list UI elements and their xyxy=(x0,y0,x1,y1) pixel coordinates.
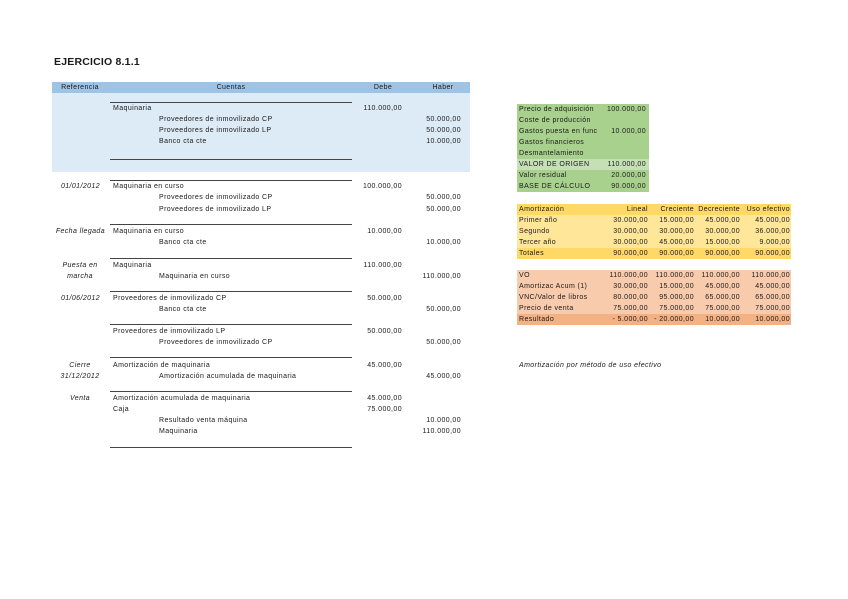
values-value: 80.000,00 xyxy=(613,294,648,301)
values-value: 95.000,00 xyxy=(659,294,694,301)
values-label: Amortizac Acum (1) xyxy=(519,283,588,290)
values-value: 75.000,00 xyxy=(613,305,648,312)
amort-label: Tercer año xyxy=(519,239,557,246)
entry-separator xyxy=(110,291,352,292)
journal-account: Maquinaria en curso xyxy=(113,183,185,190)
values-label: VNC/Valor de libros xyxy=(519,294,588,301)
journal-debit: 50.000,00 xyxy=(367,328,402,335)
entry-separator xyxy=(110,447,352,448)
values-value: 75.000,00 xyxy=(755,305,790,312)
header-referencia: Referencia xyxy=(61,84,99,91)
entry-separator xyxy=(110,391,352,392)
journal-debit: 110.000,00 xyxy=(363,105,402,112)
journal-ref: 01/01/2012 xyxy=(60,183,100,190)
amort-value: 30.000,00 xyxy=(613,228,648,235)
journal-credit: 50.000,00 xyxy=(426,127,461,134)
journal-debit: 45.000,00 xyxy=(367,362,402,369)
cost-label: Coste de producción xyxy=(519,117,591,124)
amort-value: 30.000,00 xyxy=(659,228,694,235)
method-note: Amortización por método de uso efectivo xyxy=(519,362,662,369)
cost-value: 110.000,00 xyxy=(607,161,646,168)
values-value: 10.000,00 xyxy=(755,316,790,323)
journal-credit: 10.000,00 xyxy=(426,239,461,246)
journal-account: Maquinaria en curso xyxy=(159,273,231,280)
journal-account: Banco cta cte xyxy=(159,239,207,246)
journal-ref: 31/12/2012 xyxy=(60,373,100,380)
journal-account: Caja xyxy=(113,406,129,413)
journal-account: Proveedores de inmovilizado CP xyxy=(159,339,273,346)
journal-ref: Puesta en xyxy=(62,262,98,269)
journal-ref: Venta xyxy=(69,395,91,402)
amort-value: 30.000,00 xyxy=(705,228,740,235)
journal-account: Maquinaria en curso xyxy=(113,228,185,235)
amort-value: 90.000,00 xyxy=(613,250,648,257)
journal-credit: 10.000,00 xyxy=(426,417,461,424)
amort-value: 90.000,00 xyxy=(705,250,740,257)
journal-credit: 50.000,00 xyxy=(426,339,461,346)
journal-debit: 75.000,00 xyxy=(367,406,402,413)
entry-separator xyxy=(110,258,352,259)
entry-separator xyxy=(110,180,352,181)
journal-credit: 50.000,00 xyxy=(426,194,461,201)
cost-label: VALOR DE ORIGEN xyxy=(519,161,590,168)
values-value: 65.000,00 xyxy=(755,294,790,301)
amort-value: 90.000,00 xyxy=(755,250,790,257)
entry-separator xyxy=(110,324,352,325)
journal-credit: 50.000,00 xyxy=(426,206,461,213)
cost-label: Valor residual xyxy=(519,172,567,179)
values-label: Resultado xyxy=(519,316,555,323)
amort-header: Uso efectivo xyxy=(746,206,790,213)
amort-header: Creciente xyxy=(660,206,694,213)
journal-debit: 45.000,00 xyxy=(367,395,402,402)
cost-label: Precio de adquisición xyxy=(519,106,594,113)
entry-separator xyxy=(110,357,352,358)
cost-value: 20.000,00 xyxy=(611,172,646,179)
journal-ref: Fecha llegada xyxy=(55,228,105,235)
values-label: VO xyxy=(519,272,530,279)
journal-account: Proveedores de inmovilizado CP xyxy=(159,194,273,201)
values-value: 75.000,00 xyxy=(705,305,740,312)
amort-value: 45.000,00 xyxy=(755,217,790,224)
header-haber: Haber xyxy=(432,84,454,91)
amort-value: 45.000,00 xyxy=(659,239,694,246)
journal-account: Banco cta cte xyxy=(159,306,207,313)
entry-separator xyxy=(110,224,352,225)
values-value: - 20.000,00 xyxy=(654,316,694,323)
journal-account: Maquinaria xyxy=(113,105,152,112)
amort-value: 9.000,00 xyxy=(759,239,790,246)
journal-account: Proveedores de inmovilizado CP xyxy=(113,295,227,302)
journal-credit: 110.000,00 xyxy=(422,273,461,280)
cost-label: Gastos puesta en func xyxy=(519,128,598,135)
journal-credit: 50.000,00 xyxy=(426,306,461,313)
values-value: 110.000,00 xyxy=(701,272,740,279)
journal-ref: 01/06/2012 xyxy=(60,295,100,302)
journal-credit: 45.000,00 xyxy=(426,373,461,380)
amort-value: 90.000,00 xyxy=(659,250,694,257)
journal-debit: 100.000,00 xyxy=(362,183,402,190)
values-value: 110.000,00 xyxy=(655,272,694,279)
journal-credit: 50.000,00 xyxy=(426,116,461,123)
values-value: 75.000,00 xyxy=(659,305,694,312)
journal-account: Banco cta cte xyxy=(159,138,207,145)
cost-label: BASE DE CÁLCULO xyxy=(519,183,591,190)
journal-account: Maquinaria xyxy=(113,262,152,269)
journal-account: Proveedores de inmovilizado LP xyxy=(159,127,272,134)
cost-value: 10.000,00 xyxy=(611,128,646,135)
cost-value: 100.000,00 xyxy=(606,106,646,113)
journal-account: Proveedores de inmovilizado LP xyxy=(159,206,272,213)
header-debe: Debe xyxy=(373,84,393,91)
cost-label: Desmantelamiento xyxy=(519,150,584,157)
journal-account: Amortización acumulada de maquinaria xyxy=(113,395,251,402)
journal-ref: marcha xyxy=(67,273,93,280)
header-cuentas: Cuentas xyxy=(216,84,246,91)
amort-value: 15.000,00 xyxy=(659,217,694,224)
values-value: 45.000,00 xyxy=(705,283,740,290)
values-label: Precio de venta xyxy=(519,305,574,312)
values-value: 65.000,00 xyxy=(705,294,740,301)
journal-credit: 10.000,00 xyxy=(426,138,461,145)
amort-label: Primer año xyxy=(519,217,558,224)
amort-header: Amortización xyxy=(519,206,565,213)
journal-debit: 10.000,00 xyxy=(367,228,402,235)
amort-value: 15.000,00 xyxy=(705,239,740,246)
amort-value: 36.000,00 xyxy=(755,228,790,235)
values-value: 45.000,00 xyxy=(755,283,790,290)
cost-label: Gastos financieros xyxy=(519,139,585,146)
cost-value: 90.000,00 xyxy=(611,183,646,190)
amort-label: Segundo xyxy=(519,228,550,235)
entry-separator xyxy=(110,159,352,160)
amort-value: 30.000,00 xyxy=(613,217,648,224)
amort-header: Decreciente xyxy=(698,206,740,213)
journal-account: Amortización de maquinaria xyxy=(113,362,211,369)
amort-header: Lineal xyxy=(626,206,648,213)
journal-ref: Cierre xyxy=(69,362,91,369)
journal-account: Resultado venta máquina xyxy=(159,417,248,424)
values-value: - 5.000,00 xyxy=(612,316,648,323)
amort-value: 30.000,00 xyxy=(613,239,648,246)
journal-account: Maquinaria xyxy=(159,428,198,435)
values-value: 110.000,00 xyxy=(609,272,648,279)
entry-separator xyxy=(110,102,352,103)
values-value: 15.000,00 xyxy=(659,283,694,290)
journal-account: Proveedores de inmovilizado LP xyxy=(113,328,226,335)
page-title: EJERCICIO 8.1.1 xyxy=(54,56,140,68)
journal-credit: 110.000,00 xyxy=(422,428,461,435)
journal-debit: 110.000,00 xyxy=(363,262,402,269)
values-value: 30.000,00 xyxy=(613,283,648,290)
journal-account: Amortización acumulada de maquinaria xyxy=(159,373,297,380)
values-value: 110.000,00 xyxy=(751,272,790,279)
journal-account: Proveedores de inmovilizado CP xyxy=(159,116,273,123)
journal-debit: 50.000,00 xyxy=(367,295,402,302)
amort-value: 45.000,00 xyxy=(705,217,740,224)
values-value: 10.000,00 xyxy=(705,316,740,323)
amort-label: Totales xyxy=(519,250,544,257)
